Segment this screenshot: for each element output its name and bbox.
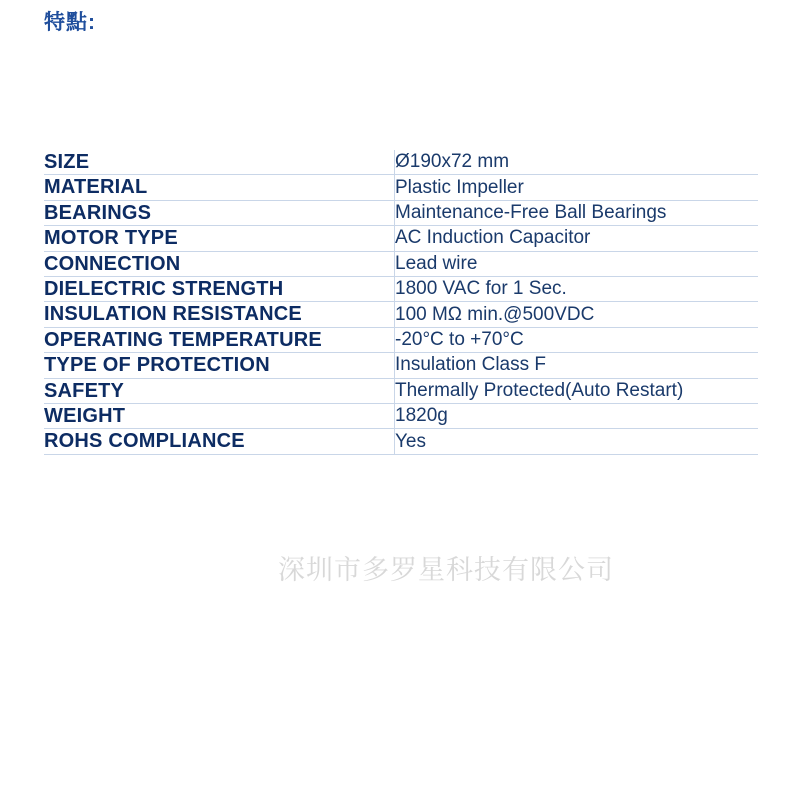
spec-value: Yes — [395, 430, 426, 452]
spec-value: Maintenance-Free Ball Bearings — [395, 202, 667, 223]
table-row — [44, 429, 758, 454]
spec-value: AC Induction Capacitor — [395, 227, 591, 249]
spec-label: ROHS COMPLIANCE — [44, 429, 395, 454]
table-row — [44, 403, 758, 428]
spec-value: Insulation Class F — [395, 354, 547, 376]
table-row — [44, 251, 758, 276]
spec-value: 1820g — [395, 405, 448, 427]
table-row — [44, 150, 758, 175]
spec-value: Thermally Protected(Auto Restart) — [395, 379, 684, 401]
table-row — [44, 327, 758, 352]
spec-label: TYPE OF PROTECTION — [44, 353, 395, 378]
table-row — [44, 200, 758, 225]
specifications-table — [44, 150, 758, 455]
spec-label: CONNECTION — [44, 251, 395, 276]
table-row — [44, 226, 758, 251]
spec-label: WEIGHT — [44, 403, 395, 428]
spec-value: 1800 VAC for 1 Sec. — [395, 278, 567, 300]
spec-label: INSULATION RESISTANCE — [44, 302, 395, 327]
spec-value: 100 MΩ min.@500VDC — [395, 303, 595, 325]
table-row — [44, 276, 758, 301]
spec-label: SIZE — [44, 150, 395, 175]
table-row — [44, 302, 758, 327]
spec-value: -20°C to +70°C — [395, 328, 524, 350]
spec-label: DIELECTRIC STRENGTH — [44, 276, 395, 301]
spec-label: BEARINGS — [44, 200, 395, 225]
table-row — [44, 175, 758, 200]
table-row — [44, 378, 758, 403]
spec-label: SAFETY — [44, 378, 395, 403]
spec-value: Ø190x72 mm — [395, 151, 510, 173]
table-row — [44, 353, 758, 378]
specifications-table-body — [44, 150, 758, 454]
spec-label: MATERIAL — [44, 175, 395, 200]
page-title: 特點: — [44, 11, 96, 34]
spec-label: OPERATING TEMPERATURE — [44, 327, 395, 352]
watermark-text: 深圳市多罗星科技有限公司 — [278, 555, 614, 585]
spec-value: Lead wire — [395, 252, 478, 274]
spec-label: MOTOR TYPE — [44, 226, 395, 251]
spec-value: Plastic Impeller — [395, 176, 524, 198]
